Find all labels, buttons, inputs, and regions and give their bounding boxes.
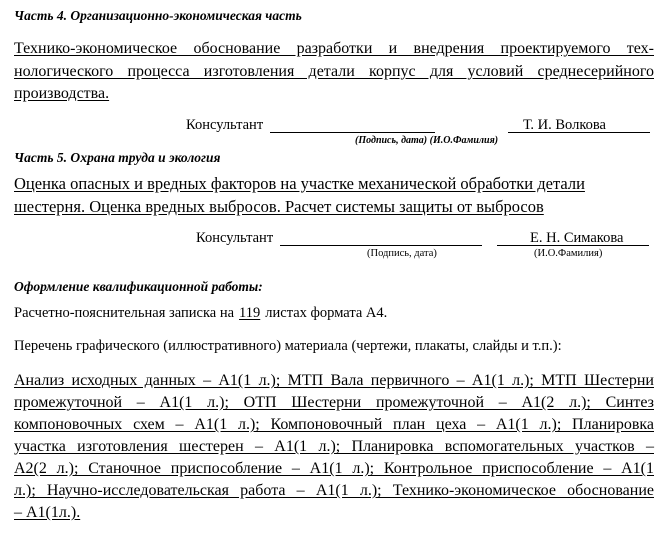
part4-line-1: Технико-экономическое обоснование разработки и внедрения проектируемого тех- [14, 40, 654, 57]
part5-line-2: шестерня. Оценка вредных выбросов. Расчет системы защиты от выбросов [14, 197, 544, 216]
page-count-value: 119 [239, 305, 261, 321]
graphics-intro: Перечень графического (иллюстративного) материала (чертежи, плакаты, слайды и т.п.): [14, 338, 562, 354]
graphics-line-2: промежуточной – А1(1 л.); ОТП Шестерни промежуточной – А1(2 л.); Синтез [14, 394, 654, 411]
part4-signature-line [270, 132, 435, 133]
part5-heading: Часть 5. Охрана труда и экология [14, 150, 221, 165]
part4-heading: Часть 4. Организационно-экономическая часть [14, 8, 302, 23]
graphics-line-5: А2(2 л.); Станочное приспособление – А1(1 л.); Контрольное приспособление – А1(1 [14, 460, 654, 477]
part5-line-1: Оценка опасных и вредных факторов на участке механической обработки детали [14, 174, 585, 193]
page-count-suffix: листах формата А4. [261, 305, 388, 321]
part5-consultant-label: Консультант [196, 230, 274, 246]
part4-line-2: нологического процесса изготовления детали корпус для условий среднесерийного [14, 63, 654, 80]
formatting-heading: Оформление квалификационной работы: [14, 279, 263, 294]
part5-caption-sign: (Подпись, дата) [367, 248, 437, 259]
part4-consultant-name: Т. И. Волкова [523, 117, 606, 133]
graphics-line-7: – А1(1л.). [14, 504, 81, 521]
part4-line-3: производства. [14, 85, 110, 102]
page-count-prefix: Расчетно-пояснительная записка на [14, 305, 235, 321]
part5-caption-name: (И.О.Фамилия) [534, 248, 603, 259]
part4-consultant-label: Консультант [186, 117, 264, 133]
part4-caption: (Подпись, дата) (И.О.Фамилия) [355, 135, 499, 146]
graphics-line-3: компоновочных схем – А1(1 л.); Компоновочный план цеха – А1(1 л.); Планировка [14, 416, 654, 433]
graphics-line-4: участка изготовления шестерен – А1(1 л.); Планировка вспомогательных участков – [14, 438, 654, 455]
page-count-note [14, 305, 387, 322]
part5-consultant-name: Е. Н. Симакова [530, 230, 624, 246]
part5-signature-line [280, 245, 482, 246]
graphics-line-1: Анализ исходных данных – А1(1 л.); МТП Вала первичного – А1(1 л.); МТП Шестерни [14, 372, 654, 389]
graphics-line-6: л.); Научно-исследовательская работа – А1(1 л.); Технико-экономическое обоснование [14, 482, 654, 499]
